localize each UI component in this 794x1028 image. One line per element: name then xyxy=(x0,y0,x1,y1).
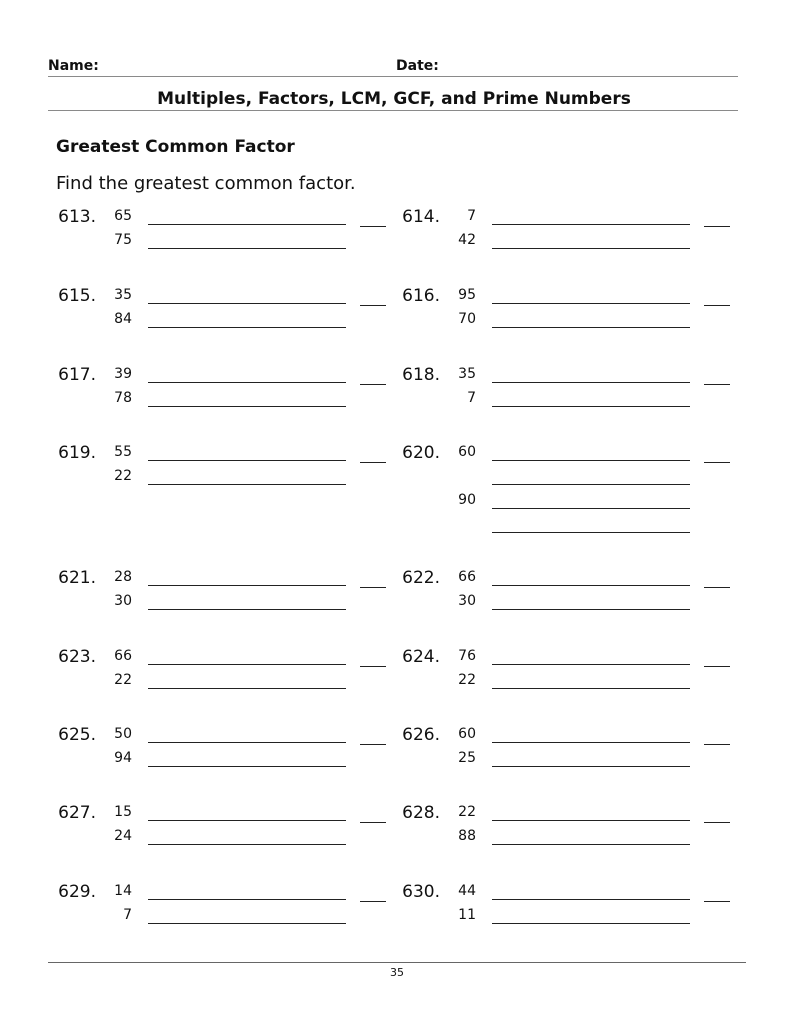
answer-blank[interactable] xyxy=(704,744,730,745)
work-line[interactable] xyxy=(492,585,690,586)
work-line[interactable] xyxy=(148,820,346,821)
problem-value-a: 76 xyxy=(458,648,476,664)
problem-value-a: 7 xyxy=(467,208,476,224)
problem-value-a: 66 xyxy=(458,569,476,585)
problem-value-a: 22 xyxy=(458,804,476,820)
answer-blank[interactable] xyxy=(360,666,386,667)
problem-value-b: 22 xyxy=(458,672,476,688)
section-heading: Greatest Common Factor xyxy=(56,137,295,157)
work-line[interactable] xyxy=(148,303,346,304)
answer-blank[interactable] xyxy=(360,901,386,902)
work-line[interactable] xyxy=(148,406,346,407)
problem-value-a: 14 xyxy=(114,883,132,899)
problem-number: 626. xyxy=(402,725,440,745)
work-line[interactable] xyxy=(492,664,690,665)
problem-number: 630. xyxy=(402,882,440,902)
answer-blank[interactable] xyxy=(704,666,730,667)
problem-number: 620. xyxy=(402,443,440,463)
instruction-text: Find the greatest common factor. xyxy=(56,173,356,194)
problem-value-a: 60 xyxy=(458,444,476,460)
work-line[interactable] xyxy=(492,248,690,249)
problem-value-a: 15 xyxy=(114,804,132,820)
page-number: 35 xyxy=(390,966,404,979)
problem-value-b: 7 xyxy=(467,390,476,406)
work-line[interactable] xyxy=(492,766,690,767)
footer-rule xyxy=(48,962,746,963)
problem-number: 628. xyxy=(402,803,440,823)
answer-blank[interactable] xyxy=(704,587,730,588)
problem-value-a: 66 xyxy=(114,648,132,664)
work-line[interactable] xyxy=(148,224,346,225)
work-line[interactable] xyxy=(492,609,690,610)
problem-value-b: 88 xyxy=(458,828,476,844)
page-title: Multiples, Factors, LCM, GCF, and Prime Numbers xyxy=(157,89,631,109)
name-label: Name: xyxy=(48,58,99,74)
work-line[interactable] xyxy=(148,899,346,900)
answer-blank[interactable] xyxy=(360,822,386,823)
work-line[interactable] xyxy=(492,406,690,407)
problem-number: 629. xyxy=(58,882,96,902)
answer-blank[interactable] xyxy=(360,305,386,306)
work-line[interactable] xyxy=(492,303,690,304)
header-top-rule xyxy=(48,76,738,77)
work-line[interactable] xyxy=(492,460,690,461)
work-line[interactable] xyxy=(492,508,690,509)
problem-value-a: 39 xyxy=(114,366,132,382)
problem-value-a: 55 xyxy=(114,444,132,460)
problem-number: 624. xyxy=(402,647,440,667)
answer-blank[interactable] xyxy=(360,587,386,588)
work-line[interactable] xyxy=(492,844,690,845)
work-line[interactable] xyxy=(148,766,346,767)
work-line[interactable] xyxy=(148,688,346,689)
work-line[interactable] xyxy=(148,742,346,743)
problem-value-b: 84 xyxy=(114,311,132,327)
answer-blank[interactable] xyxy=(704,822,730,823)
problem-number: 627. xyxy=(58,803,96,823)
work-line[interactable] xyxy=(492,327,690,328)
problem-value-b: 24 xyxy=(114,828,132,844)
work-line[interactable] xyxy=(492,899,690,900)
problem-value-b: 75 xyxy=(114,232,132,248)
problem-value-a: 44 xyxy=(458,883,476,899)
problem-value-b: 7 xyxy=(123,907,132,923)
problem-number: 614. xyxy=(402,207,440,227)
problem-number: 616. xyxy=(402,286,440,306)
work-line[interactable] xyxy=(148,382,346,383)
work-line[interactable] xyxy=(492,484,690,485)
work-line[interactable] xyxy=(492,742,690,743)
work-line[interactable] xyxy=(148,664,346,665)
problem-value-a: 50 xyxy=(114,726,132,742)
work-line[interactable] xyxy=(492,923,690,924)
work-line[interactable] xyxy=(492,532,690,533)
problem-number: 617. xyxy=(58,365,96,385)
problem-value-b: 22 xyxy=(114,672,132,688)
problem-value-b: 30 xyxy=(458,593,476,609)
answer-blank[interactable] xyxy=(360,744,386,745)
problem-number: 618. xyxy=(402,365,440,385)
answer-blank[interactable] xyxy=(704,901,730,902)
problem-value-b: 22 xyxy=(114,468,132,484)
problem-value-b: 78 xyxy=(114,390,132,406)
problem-number: 613. xyxy=(58,207,96,227)
work-line[interactable] xyxy=(492,688,690,689)
date-label: Date: xyxy=(396,58,439,74)
work-line[interactable] xyxy=(148,585,346,586)
problem-number: 619. xyxy=(58,443,96,463)
work-line[interactable] xyxy=(148,609,346,610)
problem-value-a: 65 xyxy=(114,208,132,224)
problem-value-a: 60 xyxy=(458,726,476,742)
problem-value-b: 70 xyxy=(458,311,476,327)
work-line[interactable] xyxy=(492,820,690,821)
problem-value-b: 25 xyxy=(458,750,476,766)
answer-blank[interactable] xyxy=(704,384,730,385)
problem-value-b: 11 xyxy=(458,907,476,923)
problem-number: 625. xyxy=(58,725,96,745)
answer-blank[interactable] xyxy=(360,226,386,227)
problem-value-b: 90 xyxy=(458,492,476,508)
work-line[interactable] xyxy=(492,382,690,383)
answer-blank[interactable] xyxy=(704,462,730,463)
work-line[interactable] xyxy=(148,460,346,461)
work-line[interactable] xyxy=(148,923,346,924)
work-line[interactable] xyxy=(148,327,346,328)
problem-value-b: 30 xyxy=(114,593,132,609)
answer-blank[interactable] xyxy=(360,462,386,463)
work-line[interactable] xyxy=(148,248,346,249)
problem-value-a: 28 xyxy=(114,569,132,585)
problem-value-a: 95 xyxy=(458,287,476,303)
problem-number: 621. xyxy=(58,568,96,588)
problem-value-b: 94 xyxy=(114,750,132,766)
problem-value-a: 35 xyxy=(458,366,476,382)
problem-value-a: 35 xyxy=(114,287,132,303)
problem-value-b: 42 xyxy=(458,232,476,248)
work-line[interactable] xyxy=(148,484,346,485)
work-line[interactable] xyxy=(492,224,690,225)
header-bottom-rule xyxy=(48,110,738,111)
work-line[interactable] xyxy=(148,844,346,845)
problem-number: 622. xyxy=(402,568,440,588)
problem-number: 615. xyxy=(58,286,96,306)
answer-blank[interactable] xyxy=(704,305,730,306)
answer-blank[interactable] xyxy=(360,384,386,385)
answer-blank[interactable] xyxy=(704,226,730,227)
problem-number: 623. xyxy=(58,647,96,667)
